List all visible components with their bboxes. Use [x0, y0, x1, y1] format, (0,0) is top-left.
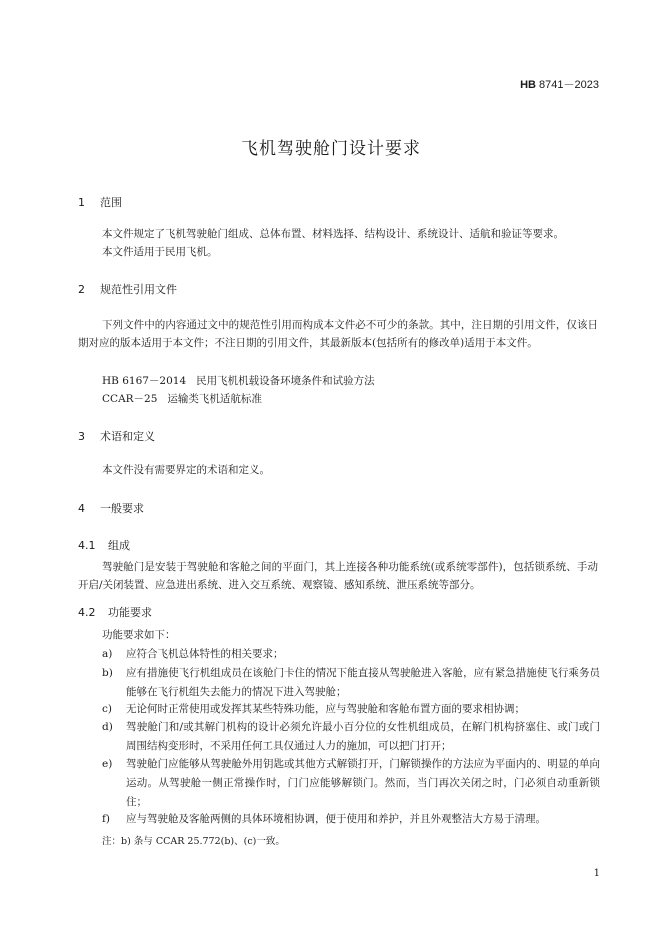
section-1-paragraph-1: 本文件规定了飞机驾驶舱门组成、总体布置、材料选择、结构设计、系统设计、适航和验证等要求。 [102, 228, 564, 240]
reference-code: HB 6167－2014 [102, 375, 187, 387]
list-item-text: 无论何时正常使用或发挥其某些特殊功能，应与驾驶舱和客舱布置方面的要求相协调； [126, 703, 525, 715]
subsection-title: 组成 [108, 539, 130, 552]
section-3-paragraph-1: 本文件没有需要界定的术语和定义。 [102, 464, 270, 476]
normative-reference [102, 373, 375, 388]
requirements-intro: 功能要求如下： [102, 629, 176, 641]
list-item [102, 664, 600, 702]
section-title: 一般要求 [100, 502, 144, 515]
standard-code-header [520, 76, 599, 92]
list-item [102, 755, 600, 812]
list-item-label: d) [102, 721, 113, 733]
document-title: 飞机驾驶舱门设计要求 [241, 139, 421, 159]
list-item-text: 驾驶舱门和/或其解门机构的设计必须允许最小百分位的女性机组成员，在解门机构挤塞住、或门或门周围结构变形时，不采用任何工具仅通过人力的施加，可以把门打开； [126, 721, 600, 752]
section-2-paragraph-1: 下列文件中的内容通过文中的规范性引用而构成本文件必不可少的条款。其中，注日期的引用文件，仅该日期对应的版本适用于本文件；不注日期的引用文件，其最新版本(包括所有的修改单)适用于本文件。 [78, 319, 598, 349]
section-4-heading [78, 500, 144, 516]
list-item-label: e) [102, 758, 113, 770]
reference-code: CCAR－25 [102, 393, 158, 405]
list-item [102, 718, 600, 756]
section-number: 2 [78, 283, 85, 296]
list-item [102, 700, 600, 719]
section-2-heading [78, 281, 177, 297]
section-number: 3 [78, 430, 85, 443]
header-code: HB [520, 79, 536, 91]
list-item-label: f) [102, 813, 110, 825]
subsection-4-2-heading [78, 604, 152, 620]
reference-title: 运输类飞机适航标准 [167, 393, 262, 405]
section-title: 范围 [100, 196, 122, 209]
note: 注：b) 条与 CCAR 25.772(b)、(c)一致。 [102, 836, 285, 847]
list-item [102, 645, 600, 664]
reference-title: 民用飞机机载设备环境条件和试验方法 [196, 375, 375, 387]
subsection-title: 功能要求 [108, 606, 152, 619]
section-1-paragraph-2: 本文件适用于民用飞机。 [102, 246, 218, 258]
section-number: 4 [78, 502, 85, 515]
subsection-number: 4.2 [78, 606, 96, 619]
list-item-text: 驾驶舱门应能够从驾驶舱外用钥匙或其他方式解锁打开，门解锁操作的方法应为平面内的、明显的单向运动。从驾驶舱一侧正常操作时，门门应能够解锁门。然而，当门再次关闭之时，门必须自动重新锁住； [126, 758, 600, 808]
list-item-label: c) [102, 703, 112, 715]
list-item-text: 应有措施使飞行机组成员在该舱门卡住的情况下能直接从驾驶舱进入客舱，应有紧急措施使飞行乘务员能够在飞行机组失去能力的情况下进入驾驶舱； [126, 667, 600, 698]
subsection-4-1-paragraph: 驾驶舱门是安装于驾驶舱和客舱之间的平面门，其上连接各种功能系统(或系统零部件)，包括锁系统、手动开启/关闭装置、应急进出系统、进入交互系统、观察镜、感知系统、泄压系统等部分。 [78, 561, 598, 591]
subsection-number: 4.1 [78, 539, 96, 552]
section-1-heading [78, 194, 122, 210]
list-item-label: b) [102, 667, 113, 679]
page-number: 1 [593, 868, 600, 879]
list-item [102, 810, 600, 829]
list-item-text: 应符合飞机总体特性的相关要求； [126, 648, 284, 660]
list-item-text: 应与驾驶舱及客舱两侧的具体环境相协调，便于使用和养护，并且外观整洁大方易于清理。 [126, 813, 546, 825]
section-title: 规范性引用文件 [100, 283, 177, 296]
header-number: 8741－2023 [536, 79, 599, 91]
list-item-label: a) [102, 648, 113, 660]
section-3-heading [78, 428, 155, 444]
subsection-4-1-heading [78, 537, 130, 553]
section-number: 1 [78, 196, 85, 209]
section-title: 术语和定义 [100, 430, 155, 443]
normative-reference [102, 391, 262, 406]
